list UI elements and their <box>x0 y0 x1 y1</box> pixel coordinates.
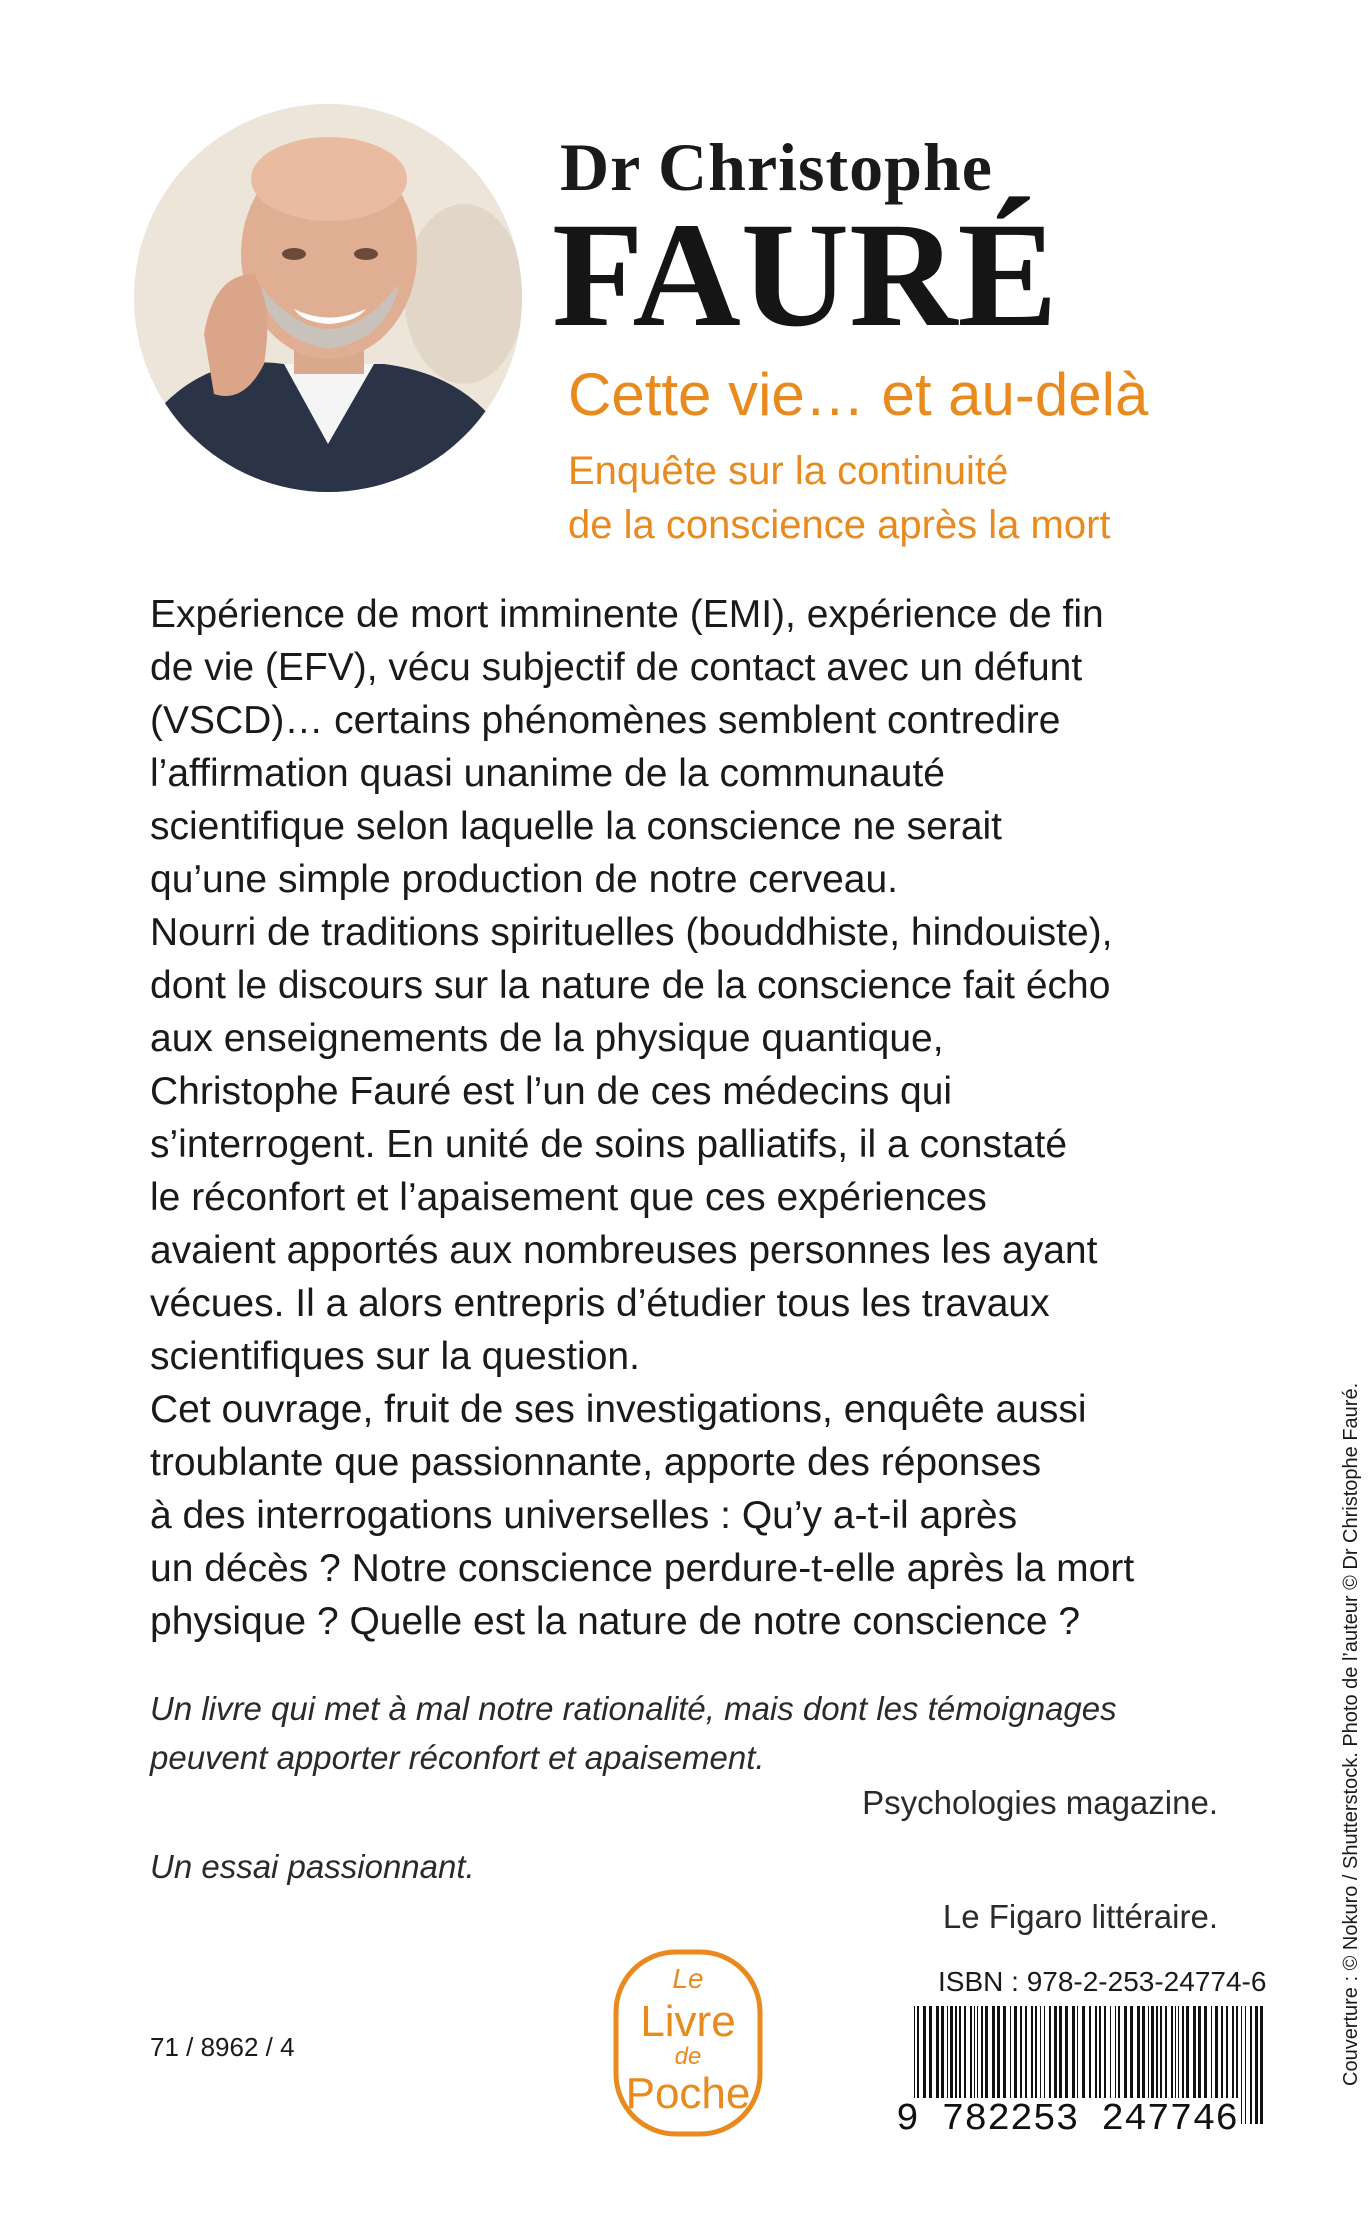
review-quote: Un essai passionnant. <box>150 1848 475 1885</box>
synopsis-line: Cet ouvrage, fruit de ses investigations, enquête aussi <box>150 1388 1087 1431</box>
review-quote <box>150 1684 1117 1782</box>
author-first-name: Dr Christophe <box>560 129 993 205</box>
photo-credit: Couverture : © Nokuro / Shutterstock. Photo de l’auteur © Dr Christophe Fauré. <box>1340 1382 1362 2086</box>
synopsis-line: physique ? Quelle est la nature de notre conscience ? <box>150 1600 1081 1643</box>
book-title: Cette vie… et au-delà <box>568 361 1149 428</box>
synopsis-line: troublante que passionnante, apporte des réponses <box>150 1441 1042 1484</box>
synopsis-line: s’interrogent. En unité de soins palliatifs, il a constaté <box>150 1123 1068 1166</box>
logo-text: Le <box>672 1963 704 1994</box>
subtitle-line: Enquête sur la continuité <box>568 449 1009 493</box>
synopsis-line: aux enseignements de la physique quantique, <box>150 1017 944 1060</box>
synopsis-line: Christophe Fauré est l’un de ces médecins qui <box>150 1070 953 1113</box>
reference-code: 71 / 8962 / 4 <box>150 2032 295 2062</box>
logo-text: Poche <box>625 2069 751 2118</box>
synopsis-line: scientifiques sur la question. <box>150 1335 640 1378</box>
review-quote-line: Un livre qui met à mal notre rationalité, mais dont les témoignages <box>150 1690 1117 1727</box>
subtitle-line: de la conscience après la mort <box>568 503 1111 547</box>
synopsis-line: scientifique selon laquelle la conscience ne serait <box>150 805 1003 848</box>
isbn-label: ISBN : 978-2-253-24774-6 <box>938 1966 1267 1997</box>
review-source: Le Figaro littéraire. <box>942 1898 1218 1935</box>
author-photo <box>134 104 522 492</box>
synopsis-line: le réconfort et l’apaisement que ces expériences <box>150 1176 987 1219</box>
review-source: Psychologies magazine. <box>862 1784 1218 1821</box>
publisher-logo <box>612 1948 764 2138</box>
synopsis-line: Nourri de traditions spirituelles (bouddhiste, hindouiste), <box>150 911 1113 954</box>
synopsis-line: à des interrogations universelles : Qu’y a-t-il après <box>150 1494 1018 1537</box>
synopsis-line: vécues. Il a alors entrepris d’étudier tous les travaux <box>150 1282 1050 1325</box>
synopsis-line: de vie (EFV), vécu subjectif de contact avec un défunt <box>150 646 1083 689</box>
synopsis-line: dont le discours sur la nature de la conscience fait écho <box>150 964 1111 1007</box>
review-quote-line: peuvent apporter réconfort et apaisement. <box>150 1739 765 1776</box>
synopsis-line: avaient apportés aux nombreuses personnes les ayant <box>150 1229 1098 1272</box>
logo-text: de <box>674 2043 702 2070</box>
logo-text: Livre <box>640 1997 736 2046</box>
synopsis-line: Expérience de mort imminente (EMI), expérience de fin <box>150 593 1104 636</box>
book-subtitle <box>568 444 1111 552</box>
synopsis <box>150 588 1270 1648</box>
synopsis-line: l’affirmation quasi unanime de la communauté <box>150 752 945 795</box>
synopsis-line: un décès ? Notre conscience perdure-t-elle après la mort <box>150 1547 1135 1590</box>
synopsis-line: (VSCD)… certains phénomènes semblent contredire <box>150 699 1061 742</box>
synopsis-line: qu’une simple production de notre cerveau. <box>150 858 898 901</box>
barcode-digits: 9 782253 247746 <box>896 2098 1239 2141</box>
author-last-name: FAURÉ <box>552 192 1058 358</box>
